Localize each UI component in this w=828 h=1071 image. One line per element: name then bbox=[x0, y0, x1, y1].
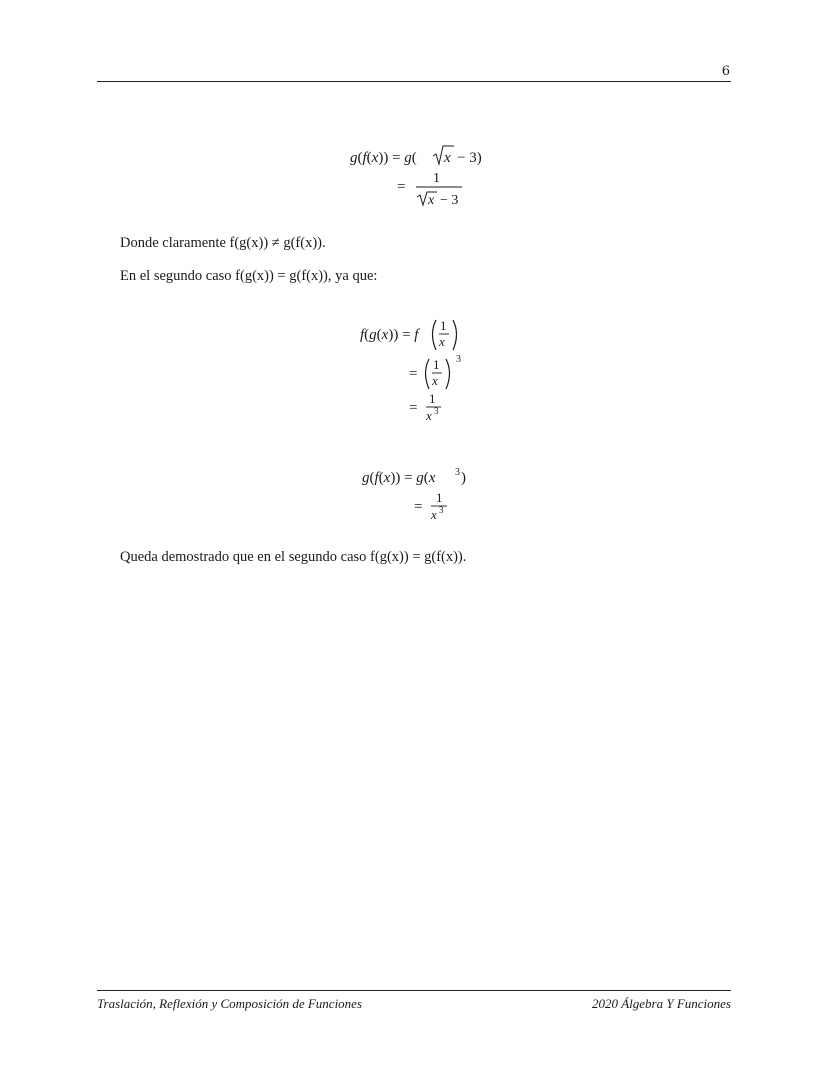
svg-text:): ) bbox=[461, 470, 466, 486]
svg-text:3: 3 bbox=[455, 467, 460, 478]
page-number: 6 bbox=[721, 64, 730, 79]
sentence-1 bbox=[120, 235, 326, 252]
svg-text:1: 1 bbox=[440, 318, 447, 333]
footer-right: 2020 Álgebra Y Funciones bbox=[591, 996, 731, 1011]
svg-text:1: 1 bbox=[433, 357, 440, 372]
svg-text:x: x bbox=[444, 150, 451, 166]
svg-text:x: x bbox=[439, 334, 445, 349]
svg-text:3: 3 bbox=[434, 406, 439, 416]
sentence-3-text: Queda demostrado que en el segundo caso f(g(x)) = g(f(x)). bbox=[120, 549, 467, 565]
svg-text:=: = bbox=[414, 499, 423, 515]
svg-text:3: 3 bbox=[456, 354, 461, 365]
svg-text:3: 3 bbox=[439, 505, 444, 515]
footer-left: Traslación, Reflexión y Composición de Funciones bbox=[97, 996, 363, 1011]
svg-text:x: x bbox=[431, 507, 437, 522]
sentence-2-text: En el segundo caso f(g(x)) = g(f(x)), ya que: bbox=[120, 268, 378, 284]
svg-text:x: x bbox=[428, 193, 435, 208]
svg-text:g(f(x)) = g(x: g(f(x)) = g(x bbox=[362, 470, 436, 486]
svg-text:f(g(x)) = f: f(g(x)) = f bbox=[360, 327, 419, 343]
footer-rule bbox=[97, 990, 731, 991]
svg-text:=: = bbox=[409, 366, 418, 382]
svg-text:1: 1 bbox=[433, 171, 440, 186]
sentence-1-text: Donde claramente f(g(x)) ≠ g(f(x)). bbox=[120, 235, 326, 251]
svg-text:1: 1 bbox=[429, 391, 436, 406]
svg-text:=: = bbox=[409, 400, 418, 416]
svg-text:g(f(x)) = g(: g(f(x)) = g( bbox=[350, 150, 417, 166]
svg-text:− 3: − 3 bbox=[440, 193, 459, 208]
header-rule bbox=[97, 81, 731, 82]
equation-2 bbox=[350, 310, 490, 430]
sentence-3 bbox=[120, 549, 466, 566]
equation-1 bbox=[330, 140, 530, 215]
svg-text:x: x bbox=[426, 408, 432, 423]
svg-text:=: = bbox=[397, 179, 406, 195]
sentence-2 bbox=[120, 268, 377, 285]
svg-text:x: x bbox=[432, 373, 438, 388]
svg-text:− 3): − 3) bbox=[457, 150, 482, 166]
svg-text:1: 1 bbox=[436, 490, 443, 505]
equation-3 bbox=[350, 460, 490, 530]
